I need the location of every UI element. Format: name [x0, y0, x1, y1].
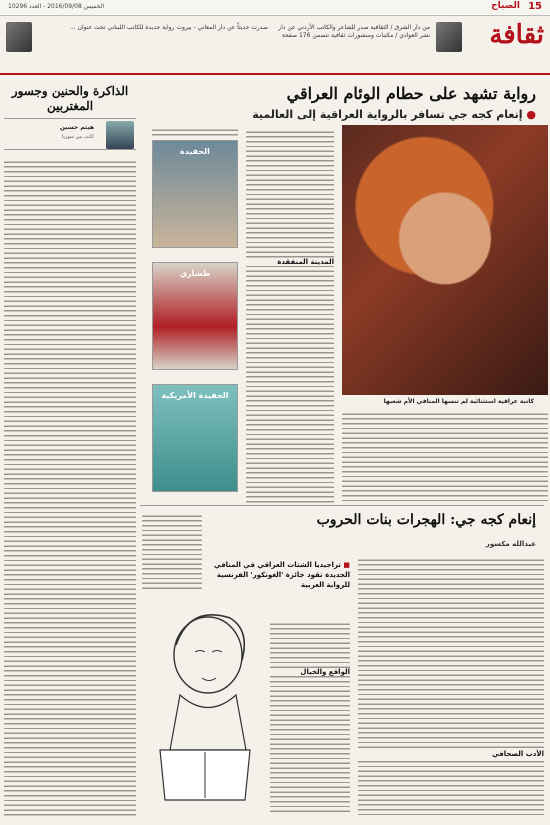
bullet-icon: ■	[343, 561, 350, 569]
second-headline: إنعام كجه جي: الهجرات بنات الحروب	[316, 512, 536, 528]
teaser-thumbnail-1	[436, 22, 462, 52]
book-cover-title: طشاري	[179, 269, 211, 278]
subsection-heading: المدينة المنفقدة	[246, 258, 334, 266]
side-column	[4, 84, 136, 150]
main-subheadline-text: إنعام كجه جي تسافر بالرواية العراقية إلى العالمية	[252, 108, 523, 121]
author-name: هيثم حسين	[59, 124, 94, 131]
page-number: 15	[528, 1, 542, 12]
teaser-text-1: من دار الشرق / الثقافية صدر للشاعر والكاتب الأردني عن دار نشر العوادي / مكتبات ومنشورات ثقافية تتضمن 176 صفحة	[278, 24, 430, 39]
main-article-column-1	[342, 410, 548, 502]
author-role: كاتب من سوريا	[62, 134, 94, 140]
teaser-thumbnail-2	[6, 22, 32, 52]
sketch-icon	[150, 600, 260, 810]
main-subheadline	[166, 108, 536, 121]
main-article-column-3-top	[152, 126, 238, 138]
book-cover-title: الحفيدة الأمريكية	[161, 391, 229, 400]
main-headline: رواية تشهد على حطام الوئام العراقي	[286, 84, 536, 103]
dateline: الخميس 2016/09/08 - العدد 10296	[8, 3, 105, 10]
second-byline: عبدالله مكسور	[485, 540, 536, 548]
pull-quote	[210, 560, 350, 590]
book-cover-title: الحفيدة	[180, 147, 210, 156]
subsection-heading-3: الأدب الصحافي	[358, 750, 544, 758]
photo-caption: كاتبة عراقية استثنائية لم تنسها المنافي الأم شعبها	[383, 398, 534, 405]
newspaper-brand: الصباح	[491, 1, 520, 11]
author-portrait-photo	[342, 125, 548, 395]
second-article-column-3	[142, 512, 202, 592]
teaser-text-2: صدرت حديثاً عن دار المعاني - بيروت رواية جديدة للكاتب اللبناني تحت عنوان ...	[69, 24, 268, 31]
author-sketch-illustration	[150, 600, 260, 810]
side-column-title: الذاكرة والحنين وجسور المغتربين	[11, 84, 129, 113]
pull-quote-text: تراجيديا الشتات العراقي في المنافي الجديدة تقود جائزة 'الغونكور' الفرنسية للرواية العربية	[213, 561, 350, 589]
second-article-column-2	[270, 620, 350, 815]
bullet-icon: ●	[526, 108, 536, 121]
author-box	[4, 118, 136, 150]
book-cover-2	[152, 262, 238, 370]
author-photo	[106, 121, 134, 149]
section-title: ثقافة	[489, 20, 544, 50]
main-article-column-2	[246, 128, 334, 503]
side-column-text	[4, 158, 136, 818]
book-cover-1	[152, 140, 238, 248]
article-divider	[140, 505, 544, 506]
subsection-heading-2: الواقع والخيال	[270, 668, 350, 676]
second-article-column-1	[358, 556, 544, 816]
book-cover-3	[152, 384, 238, 492]
